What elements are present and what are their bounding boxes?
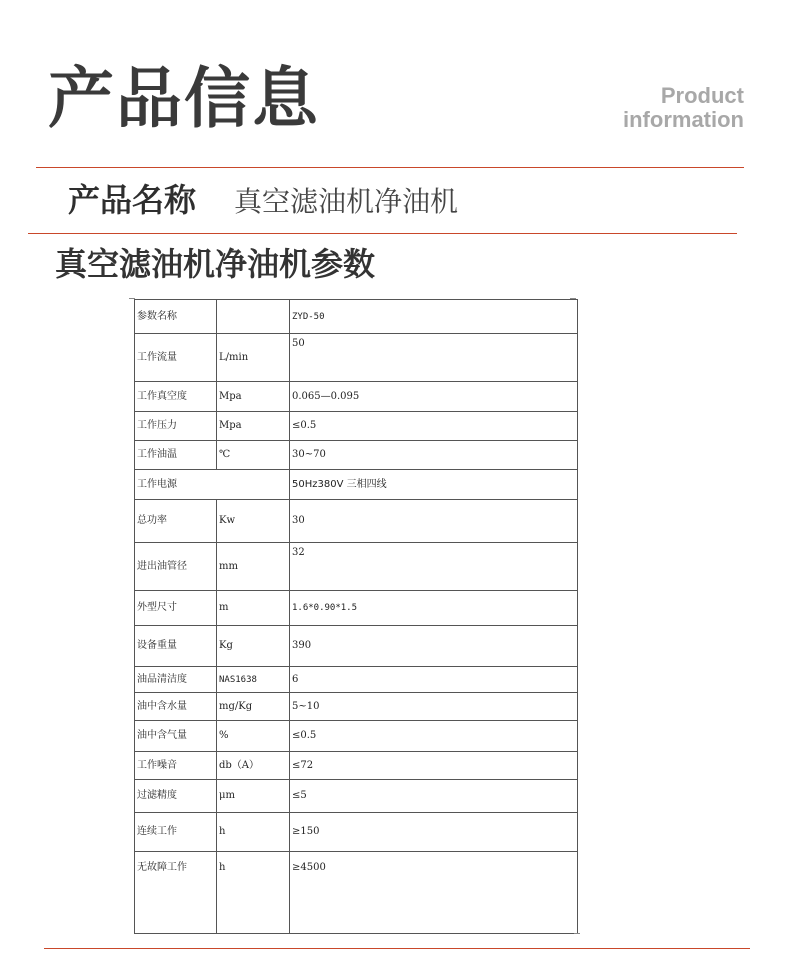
divider-bottom (44, 948, 750, 949)
param-unit-cell: m (217, 591, 290, 626)
param-unit-cell: h (217, 813, 290, 852)
page-title: 产品信息 (48, 60, 320, 137)
table-row (135, 300, 578, 334)
param-value-cell: 1.6*0.90*1.5 (290, 591, 578, 626)
param-unit-cell: mg/Kg (217, 693, 290, 721)
product-name-value: 真空滤油机净油机 (234, 185, 459, 218)
divider-top (36, 167, 744, 168)
param-name-cell: 过滤精度 (135, 780, 217, 813)
param-name-cell: 连续工作 (135, 813, 217, 852)
param-unit-cell: ℃ (217, 441, 290, 470)
table-row (135, 500, 578, 543)
english-title-line-1: Product (660, 83, 744, 108)
param-unit-cell: Kg (217, 626, 290, 667)
param-value-cell: ≤72 (290, 752, 578, 780)
param-name-cell: 工作流量 (135, 334, 217, 382)
param-name-cell: 参数名称 (135, 300, 217, 334)
param-name-cell: 设备重量 (135, 626, 217, 667)
table-row (135, 813, 578, 852)
param-unit-cell: μm (217, 780, 290, 813)
param-unit-cell: Kw (217, 500, 290, 543)
param-value-cell: ≥150 (290, 813, 578, 852)
table-row (135, 543, 578, 591)
param-name-cell: 油中含水量 (135, 693, 217, 721)
param-unit-cell: L/min (217, 334, 290, 382)
param-value-cell: 390 (290, 626, 578, 667)
parameters-table (134, 299, 578, 934)
table-row (135, 626, 578, 667)
param-name-cell: 工作电源 (135, 470, 290, 500)
table-corner-mark (129, 298, 135, 299)
table-row (135, 591, 578, 626)
param-value-cell: ≤0.5 (290, 412, 578, 441)
param-value-cell: ZYD-50 (290, 300, 578, 334)
param-value-cell: ≤0.5 (290, 721, 578, 752)
param-value-cell: 30~70 (290, 441, 578, 470)
param-unit-cell: h (217, 852, 290, 934)
param-unit-cell: % (217, 721, 290, 752)
english-title (623, 84, 744, 132)
table-corner-mark (574, 933, 580, 934)
table-row (135, 470, 578, 500)
param-value-cell: ≥4500 (290, 852, 578, 934)
param-name-cell: 外型尺寸 (135, 591, 217, 626)
param-value-cell: 50 (290, 334, 578, 382)
table-row (135, 412, 578, 441)
param-unit-cell: Mpa (217, 412, 290, 441)
table-corner-mark (570, 298, 576, 299)
param-value-cell: ≤5 (290, 780, 578, 813)
table-row (135, 382, 578, 412)
param-value-cell: 6 (290, 667, 578, 693)
product-name-row (68, 180, 458, 222)
param-unit-cell: db（A） (217, 752, 290, 780)
param-value-cell: 0.065—0.095 (290, 382, 578, 412)
param-unit-cell: Mpa (217, 382, 290, 412)
product-name-label: 产品名称 (68, 181, 197, 219)
param-unit-cell: mm (217, 543, 290, 591)
param-name-cell: 油品清洁度 (135, 667, 217, 693)
parameters-heading: 真空滤油机净油机参数 (55, 245, 376, 283)
param-name-cell: 工作油温 (135, 441, 217, 470)
param-name-cell: 进出油管径 (135, 543, 217, 591)
table-row (135, 780, 578, 813)
table-row (135, 441, 578, 470)
param-unit-cell (217, 300, 290, 334)
param-value-cell: 5~10 (290, 693, 578, 721)
table-row (135, 852, 578, 934)
param-name-cell: 无故障工作 (135, 852, 217, 934)
param-name-cell: 工作噪音 (135, 752, 217, 780)
param-value-cell: 32 (290, 543, 578, 591)
param-unit-cell: NAS1638 (217, 667, 290, 693)
param-value-cell: 30 (290, 500, 578, 543)
param-name-cell: 总功率 (135, 500, 217, 543)
param-value-cell: 50Hz380V 三相四线 (290, 470, 578, 500)
param-name-cell: 工作真空度 (135, 382, 217, 412)
table-row (135, 752, 578, 780)
table-row (135, 721, 578, 752)
table-row (135, 667, 578, 693)
param-name-cell: 工作压力 (135, 412, 217, 441)
param-name-cell: 油中含气量 (135, 721, 217, 752)
english-title-line-2: information (623, 107, 744, 132)
table-row (135, 334, 578, 382)
table-row (135, 693, 578, 721)
divider-middle (28, 233, 737, 234)
